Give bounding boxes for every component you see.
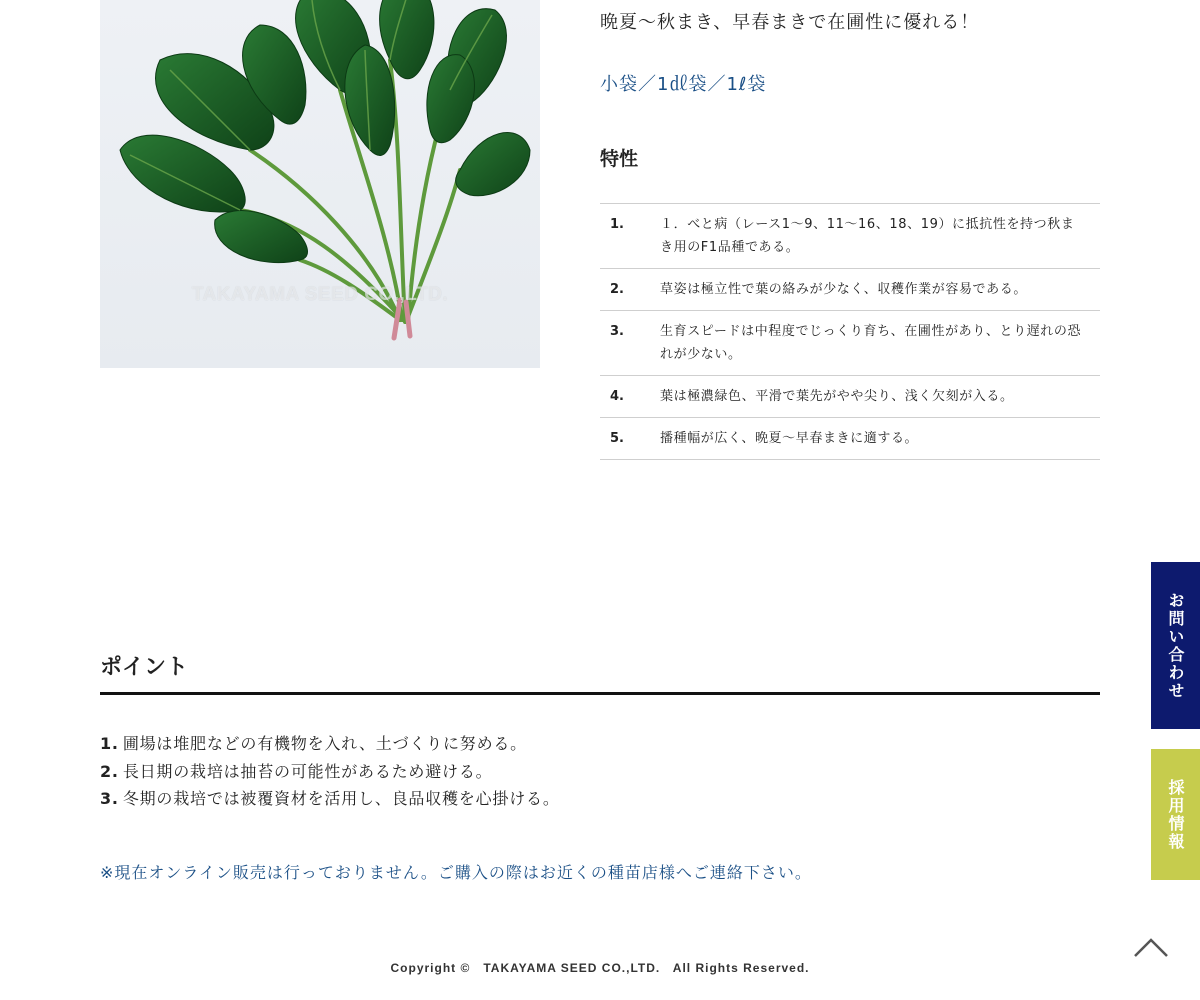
feature-row — [600, 376, 1100, 418]
point-number: 3. — [100, 789, 119, 808]
points-list — [100, 730, 560, 813]
feature-number: 4. — [610, 389, 624, 404]
point-text: 冬期の栽培では被覆資材を活用し、良品収穫を心掛ける。 — [122, 789, 560, 808]
feature-text: 播種幅が広く、晩夏〜早春まきに適する。 — [660, 431, 919, 446]
features-table — [600, 203, 1100, 460]
point-item — [100, 730, 560, 758]
point-text: 長日期の栽培は抽苔の可能性があるため避ける。 — [122, 761, 493, 781]
feature-row — [600, 418, 1100, 460]
catch-copy: 晩夏〜秋まき、早春まきで在圃性に優れる！ — [600, 12, 980, 33]
feature-number: 5. — [610, 431, 624, 446]
feature-text: 生育スピードは中程度でじっくり育ち、在圃性があり、とり遅れの恐れが少ない。 — [660, 324, 1082, 362]
online-sales-notice: ※現在オンライン販売は行っておりません。ご購入の際はお近くの種苗店様へご連絡下さい。 — [100, 863, 812, 882]
product-photo — [100, 0, 540, 368]
feature-text: 葉は極濃緑色、平滑で葉先がやや尖り、浅く欠刻が入る。 — [660, 389, 1014, 404]
feature-number: 3. — [610, 324, 624, 339]
package-sizes: 小袋／1㎗袋／1ℓ袋 — [600, 74, 767, 95]
footer-copyright: Copyright © TAKAYAMA SEED CO.,LTD. All Rights Reserved. — [390, 961, 810, 975]
features-heading: 特性 — [600, 148, 639, 170]
point-text: 圃場は堆肥などの有機物を入れ、土づくりに努める。 — [122, 734, 527, 753]
point-number: 1. — [100, 734, 119, 753]
feature-number: 2. — [610, 282, 624, 297]
point-number: 2. — [100, 761, 119, 781]
feature-text: 草姿は極立性で葉の絡みが少なく、収穫作業が容易である。 — [660, 282, 1027, 297]
feature-text: １．べと病（レース1〜9、11〜16、18、19）に抵抗性を持つ秋まき用のF1品種である。 — [660, 217, 1075, 255]
points-heading: ポイント — [100, 655, 189, 680]
contact-tab[interactable]: お問い合わせ — [1151, 562, 1200, 729]
feature-row — [600, 204, 1100, 269]
feature-row — [600, 311, 1100, 376]
spinach-illustration — [100, 0, 540, 368]
points-divider — [100, 692, 1100, 695]
point-item — [100, 785, 560, 813]
point-item — [100, 758, 560, 786]
feature-number: 1. — [610, 217, 624, 232]
chevron-up-icon — [1131, 934, 1171, 960]
recruit-tab[interactable]: 採用情報 — [1151, 749, 1200, 880]
back-to-top-button[interactable] — [1131, 934, 1171, 960]
photo-watermark: TAKAYAMA SEED CO.,LTD. — [191, 284, 449, 305]
feature-row — [600, 269, 1100, 311]
